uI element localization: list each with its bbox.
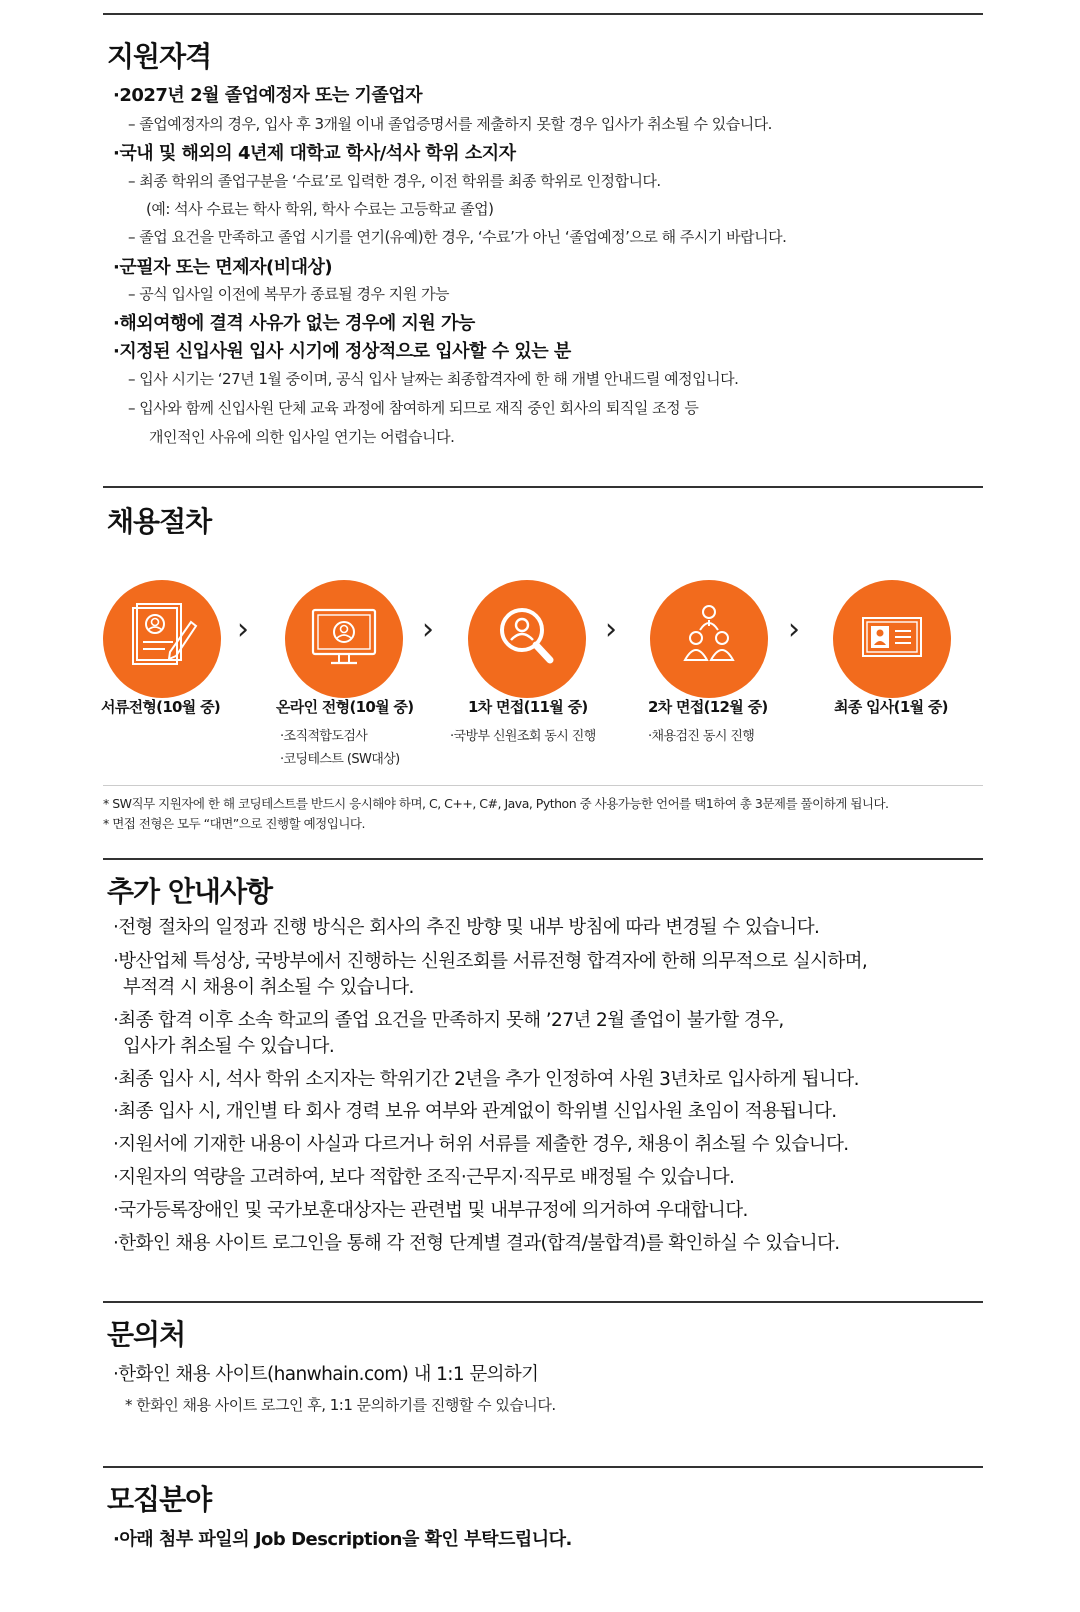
step-circle-2 [285,580,403,698]
step-sub: ·국방부 신원조회 동시 진행 [450,729,596,744]
step-sub: ·코딩테스트 (SW대상) [280,752,400,767]
step-label-5: 최종 입사(1월 중) [834,698,948,716]
eligibility-sub: – 입사 시기는 ‘27년 1월 중이며, 공식 입사 날짜는 최종합격자에 한 해 개별 안내드릴 예정입니다. [128,370,739,388]
process-note: * 면접 전형은 모두 “대면”으로 진행할 예정입니다. [103,816,365,831]
contact-note: * 한화인 채용 사이트 로그인 후, 1:1 문의하기를 진행할 수 있습니다. [125,1396,556,1414]
extra-line: ·한화인 채용 사이트 로그인을 통해 각 전형 단계별 결과(합격/불합격)를 확인하실 수 있습니다. [113,1233,840,1254]
eligibility-item: ·지정된 신입사원 입사 시기에 정상적으로 입사할 수 있는 분 [113,341,571,362]
extra-line: ·지원자의 역량을 고려하여, 보다 적합한 조직·근무지·직무로 배정될 수 있습니다. [113,1167,735,1188]
section-title: 추가 안내사항 [107,875,273,908]
section-title: 문의처 [107,1318,186,1351]
step-arrow: › [422,612,434,647]
id-card-icon [833,580,951,698]
extra-line: 부적격 시 채용이 취소될 수 있습니다. [123,977,414,998]
step-label-3: 1차 면접(11월 중) [468,698,588,716]
section-divider [103,13,983,15]
section-title: 지원자격 [107,40,212,73]
contact-line: ·한화인 채용 사이트(hanwhain.com) 내 1:1 문의하기 [113,1364,539,1385]
eligibility-sub: – 졸업예정자의 경우, 입사 후 3개월 이내 졸업증명서를 제출하지 못할 경우 입사가 취소될 수 있습니다. [128,115,772,133]
monitor-user-icon [285,580,403,698]
eligibility-item: ·2027년 2월 졸업예정자 또는 기졸업자 [113,85,423,106]
step-circle-3 [468,580,586,698]
contact-section [103,1301,983,1351]
extra-line: ·전형 절차의 일정과 진행 방식은 회사의 추진 방향 및 내부 방침에 따라 변경될 수 있습니다. [113,917,820,938]
eligibility-sub: – 졸업 요건을 만족하고 졸업 시기를 연기(유예)한 경우, ‘수료’가 아닌 ‘졸업예정’으로 해 주시기 바랍니다. [128,228,787,246]
eligibility-item: ·군필자 또는 면제자(비대상) [113,257,333,278]
section-title: 모집분야 [107,1483,212,1516]
eligibility-sub: – 공식 입사일 이전에 복무가 종료될 경우 지원 가능 [128,285,449,303]
eligibility-sub: (예: 석사 수료는 학사 학위, 학사 수료는 고등학교 졸업) [146,200,494,218]
step-sub: ·조직적합도검사 [280,729,368,744]
fields-line: ·아래 첨부 파일의 Job Description을 확인 부탁드립니다. [113,1529,572,1550]
extra-line: ·지원서에 기재한 내용이 사실과 다르거나 허위 서류를 제출한 경우, 채용이 취소될 수 있습니다. [113,1134,849,1155]
section-divider [103,486,983,488]
step-label-4: 2차 면접(12월 중) [648,698,768,716]
step-arrow: › [788,612,800,647]
step-arrow: › [605,612,617,647]
step-sub: ·채용검진 동시 진행 [648,729,755,744]
process-note: * SW직무 지원자에 한 해 코딩테스트를 반드시 응시해야 하며, C, C++, C#, Java, Python 중 사용가능한 언어를 택1하여 총 3문제를 풀이하게 됩니다. [103,796,889,811]
magnifier-user-icon [468,580,586,698]
extra-line: 입사가 취소될 수 있습니다. [123,1036,335,1057]
section-title: 채용절차 [107,505,212,538]
section-divider [103,1466,983,1468]
section-divider [103,858,983,860]
eligibility-sub: – 입사와 함께 신입사원 단체 교육 과정에 참여하게 되므로 재직 중인 회사의 퇴직일 조정 등 [128,399,699,417]
process-section [103,486,983,538]
step-circle-4 [650,580,768,698]
section-divider [103,1301,983,1303]
document-pen-icon [103,580,221,698]
step-arrow: › [237,612,249,647]
eligibility-sub: 개인적인 사유에 의한 입사일 연기는 어렵습니다. [149,428,455,446]
eligibility-section [103,13,983,453]
extra-line: ·최종 입사 시, 개인별 타 회사 경력 보유 여부와 관계없이 학위별 신입사원 초임이 적용됩니다. [113,1101,837,1122]
step-circle-5 [833,580,951,698]
fields-section [103,1466,983,1516]
eligibility-item: ·해외여행에 결격 사유가 없는 경우에 지원 가능 [113,313,475,334]
eligibility-item: ·국내 및 해외의 4년제 대학교 학사/석사 학위 소지자 [113,143,516,164]
extra-line: ·방산업체 특성상, 국방부에서 진행하는 신원조회를 서류전형 합격자에 한해 의무적으로 실시하며, [113,951,868,972]
process-divider [103,785,983,786]
step-circle-1 [103,580,221,698]
step-label-2: 온라인 전형(10월 중) [276,698,414,716]
extra-line: ·최종 합격 이후 소속 학교의 졸업 요건을 만족하지 못해 ’27년 2월 졸업이 불가할 경우, [113,1010,784,1031]
extra-line: ·최종 입사 시, 석사 학위 소지자는 학위기간 2년을 추가 인정하여 사원 3년차로 입사하게 됩니다. [113,1069,859,1090]
extra-line: ·국가등록장애인 및 국가보훈대상자는 관련법 및 내부규정에 의거하여 우대합니다. [113,1200,748,1221]
eligibility-sub: – 최종 학위의 졸업구분을 ‘수료’로 입력한 경우, 이전 학위를 최종 학위로 인정합니다. [128,172,661,190]
step-label-1: 서류전형(10월 중) [101,698,221,716]
extra-section [103,858,983,908]
group-users-icon [650,580,768,698]
